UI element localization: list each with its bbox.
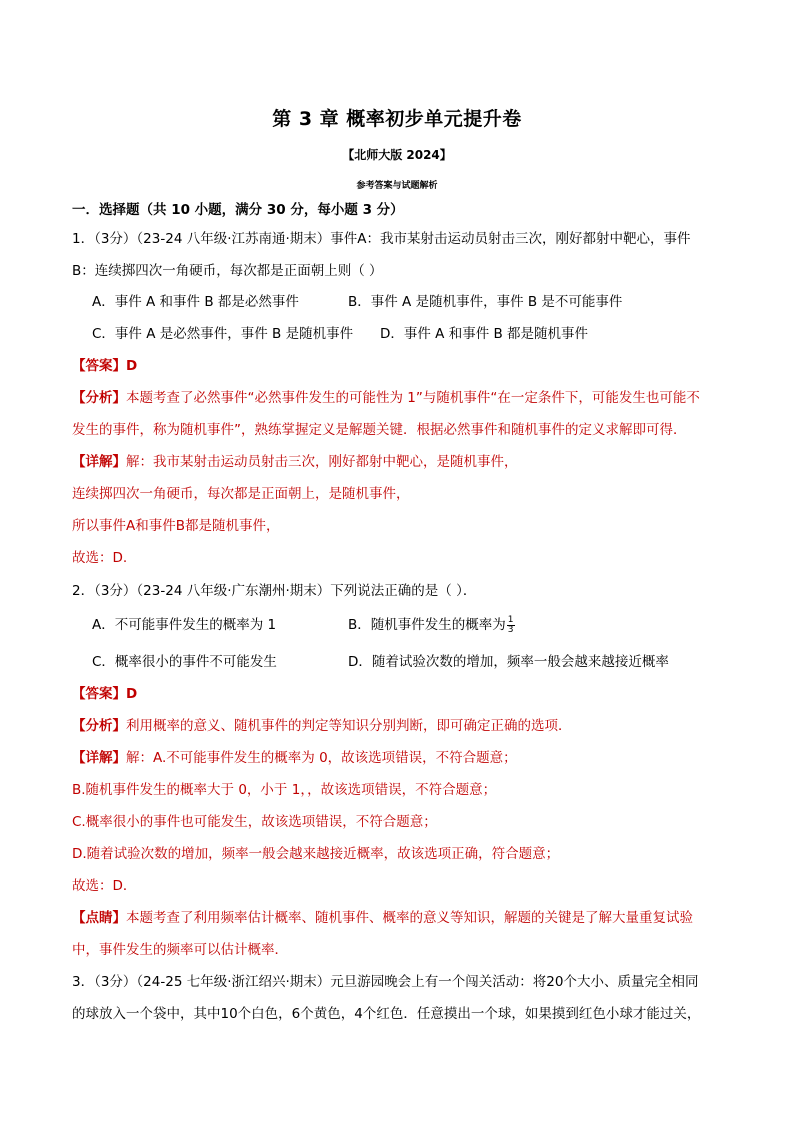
detail-text: 解：我市某射击运动员射击三次，刚好都射中靶心，是随机事件，: [126, 454, 518, 470]
section-heading: 一．选择题（共 10 小题，满分 30 分，每小题 3 分）: [72, 202, 404, 218]
analysis-tag: 【分析】: [72, 718, 126, 734]
q2-conclusion: 故选：D．: [72, 878, 137, 894]
q2-stem: 2．（3分）（23-24 八年级·广东潮州·期末）下列说法正确的是（ ）．: [72, 583, 477, 599]
q1-stem-line2: B：连续掷四次一角硬币，每次都是正面朝上则（ ）: [72, 263, 383, 279]
detail-tag: 【详解】: [72, 750, 126, 766]
q2-detail-line1: [72, 748, 732, 768]
q1-option-b: B．事件 A 是随机事件，事件 B 是不可能事件: [348, 294, 623, 310]
fraction-numerator: 1: [507, 614, 514, 625]
fraction-denominator: 3: [507, 624, 514, 635]
comment-tag: 【点睛】: [72, 910, 126, 926]
q1-option-a: A．事件 A 和事件 B 都是必然事件: [92, 294, 299, 310]
answer-value: D: [126, 686, 138, 702]
q2-comment-line1: [72, 908, 732, 928]
q2-options-row1: [92, 615, 732, 635]
comment-text: 本题考查了利用频率估计概率、随机事件、概率的意义等知识，解题的关键是了解大量重复试验: [126, 910, 693, 926]
q1-detail-line1: [72, 452, 732, 472]
q1-analysis-line2: 发生的事件，称为随机事件”，熟练掌握定义是解题关键．根据必然事件和随机事件的定义求解即可得．: [72, 422, 687, 438]
analysis-text: 本题考查了必然事件“必然事件发生的可能性为 1”与随机事件“在一定条件下，可能发生也可能不: [126, 390, 700, 406]
q1-option-d: D．事件 A 和事件 B 都是随机事件: [380, 326, 589, 342]
document-title: 第 3 章 概率初步单元提升卷: [272, 108, 522, 130]
q2-option-a: A．不可能事件发生的概率为 1: [92, 617, 277, 633]
q2-option-b-text: B．随机事件发生的概率为: [348, 617, 506, 633]
q1-option-c: C．事件 A 是必然事件，事件 B 是随机事件: [92, 326, 354, 342]
document-subtitle: 参考答案与试题解析: [356, 181, 438, 191]
q2-comment-line2: 中，事件发生的频率可以估计概率．: [72, 942, 288, 958]
answer-value: D: [126, 358, 138, 374]
q2-analysis: [72, 716, 732, 736]
analysis-text: 利用概率的意义、随机事件的判定等知识分别判断，即可确定正确的选项．: [126, 718, 572, 734]
answer-tag: 【答案】: [72, 358, 126, 374]
detail-tag: 【详解】: [72, 454, 126, 470]
q1-detail-line3: 所以事件A和事件B都是随机事件，: [72, 518, 280, 534]
q3-stem-line1: 3．（3分）（24-25 七年级·浙江绍兴·期末）元旦游园晚会上有一个闯关活动：将20个大小、质量完全相同: [72, 974, 699, 990]
q1-stem-line1: 1．（3分）（23-24 八年级·江苏南通·期末）事件A：我市某射击运动员射击三次，刚好都射中靶心，事件: [72, 231, 691, 247]
q2-option-c: C．概率很小的事件不可能发生: [92, 654, 277, 670]
q2-detail-line2: B.随机事件发生的概率大于 0，小于 1，，故该选项错误，不符合题意；: [72, 782, 497, 798]
answer-tag: 【答案】: [72, 686, 126, 702]
edition-label: 【北师大版 2024】: [342, 148, 452, 162]
q3-stem-line2: 的球放入一个袋中，其中10个白色，6个黄色，4个红色．任意摸出一个球，如果摸到红色小球才能过关，: [72, 1006, 701, 1022]
fraction: [507, 616, 515, 635]
q2-option-b: [348, 615, 515, 635]
q2-detail-line3: C.概率很小的事件也可能发生，故该选项错误，不符合题意；: [72, 814, 437, 830]
q1-answer: [72, 356, 732, 376]
q2-detail-line4: D.随着试验次数的增加，频率一般会越来越接近概率，故该选项正确，符合题意；: [72, 846, 560, 862]
q2-option-d: D．随着试验次数的增加，频率一般会越来越接近概率: [348, 654, 669, 670]
q2-options-row2: [92, 652, 732, 672]
detail-text: 解：A.不可能事件发生的概率为 0，故该选项错误，不符合题意；: [126, 750, 517, 766]
q2-answer: [72, 684, 732, 704]
q1-options-row1: [92, 292, 732, 312]
q1-analysis-line1: [72, 388, 732, 408]
q1-options-row2: [92, 324, 732, 344]
q1-detail-line2: 连续掷四次一角硬币，每次都是正面朝上，是随机事件，: [72, 486, 410, 502]
analysis-tag: 【分析】: [72, 390, 126, 406]
q1-conclusion: 故选：D.: [72, 550, 128, 566]
